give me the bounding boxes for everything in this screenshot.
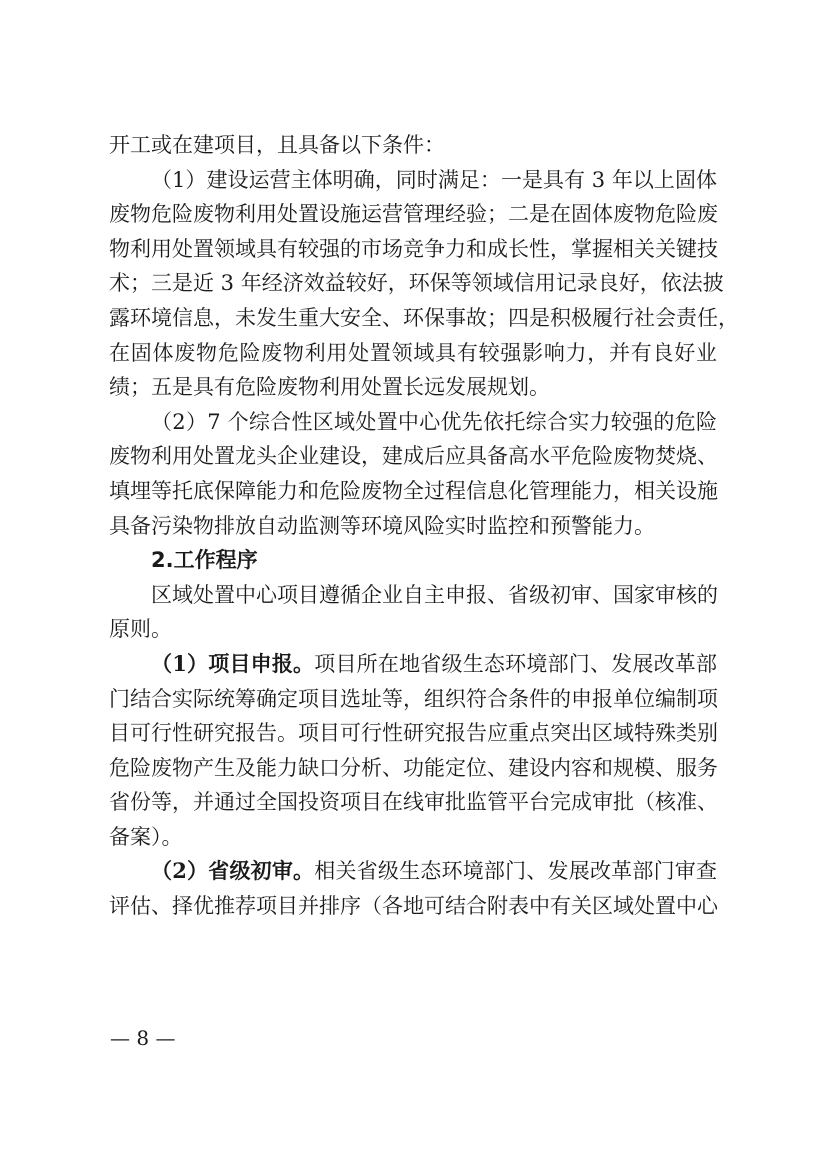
text-line: 废物利用处置龙头企业建设，建成后应具备高水平危险废物焚烧、 bbox=[109, 444, 718, 469]
text-line: 评估、择优推荐项目并排序（各地可结合附表中有关区域处置中心 bbox=[109, 894, 718, 919]
text-line: 原则。 bbox=[109, 617, 172, 642]
heading-text: 2.工作程序 bbox=[151, 548, 258, 573]
text-line: 门结合实际统筹确定项目选址等，组织符合条件的申报单位编制项 bbox=[109, 686, 718, 711]
paragraph-step-2 bbox=[109, 854, 717, 923]
text-line bbox=[109, 854, 717, 889]
page-number: — 8 — bbox=[110, 1026, 176, 1050]
paragraph-continuation bbox=[109, 128, 717, 163]
text-line: （2）7 个综合性区域处置中心优先依托综合实力较强的危险 bbox=[151, 409, 717, 434]
text-line: 危险废物产生及能力缺口分析、功能定位、建设内容和规模、服务 bbox=[109, 755, 718, 780]
text-line: （1）建设运营主体明确，同时满足：一是具有 3 年以上固体 bbox=[151, 167, 717, 192]
step-lead: （2）省级初审。 bbox=[151, 858, 315, 884]
text-line: 具备污染物排放自动监测等环境风险实时监控和预警能力。 bbox=[109, 513, 655, 538]
text-line: 填埋等托底保障能力和危险废物全过程信息化管理能力，相关设施 bbox=[109, 478, 718, 503]
text-line bbox=[109, 647, 717, 682]
text-line: 术；三是近 3 年经济效益较好，环保等领域信用记录良好，依法披 bbox=[109, 271, 724, 296]
text-line: 废物危险废物利用处置设施运营管理经验；二是在固体废物危险废 bbox=[109, 202, 718, 227]
text-line: 在固体废物危险废物利用处置领域具有较强影响力，并有良好业 bbox=[109, 340, 717, 365]
text-span: 相关省级生态环境部门、发展改革部门审查 bbox=[314, 859, 717, 884]
section-heading bbox=[109, 543, 717, 578]
paragraph-procedure-intro bbox=[109, 578, 717, 647]
text-line: 露环境信息，未发生重大安全、环保事故；四是积极履行社会责任， bbox=[109, 305, 739, 330]
document-body bbox=[109, 128, 739, 924]
text-line: 绩；五是具有危险废物利用处置长远发展规划。 bbox=[109, 375, 550, 400]
text-line: 物利用处置领域具有较强的市场竞争力和成长性，掌握相关关键技 bbox=[109, 236, 718, 261]
text-line: 开工或在建项目，且具备以下条件： bbox=[109, 133, 445, 157]
step-lead: （1）项目申报。 bbox=[151, 650, 315, 676]
paragraph-condition-1 bbox=[109, 163, 739, 405]
text-line: 备案）。 bbox=[109, 824, 183, 849]
text-line: 目可行性研究报告。项目可行性研究报告应重点突出区域特殊类别 bbox=[109, 721, 718, 746]
paragraph-condition-2 bbox=[109, 405, 717, 543]
paragraph-step-1 bbox=[109, 647, 717, 855]
text-line: 省份等，并通过全国投资项目在线审批监管平台完成审批（核准、 bbox=[109, 790, 718, 815]
text-span: 项目所在地省级生态环境部门、发展改革部 bbox=[314, 651, 717, 676]
text-line: 区域处置中心项目遵循企业自主申报、省级初审、国家审核的 bbox=[151, 582, 718, 607]
